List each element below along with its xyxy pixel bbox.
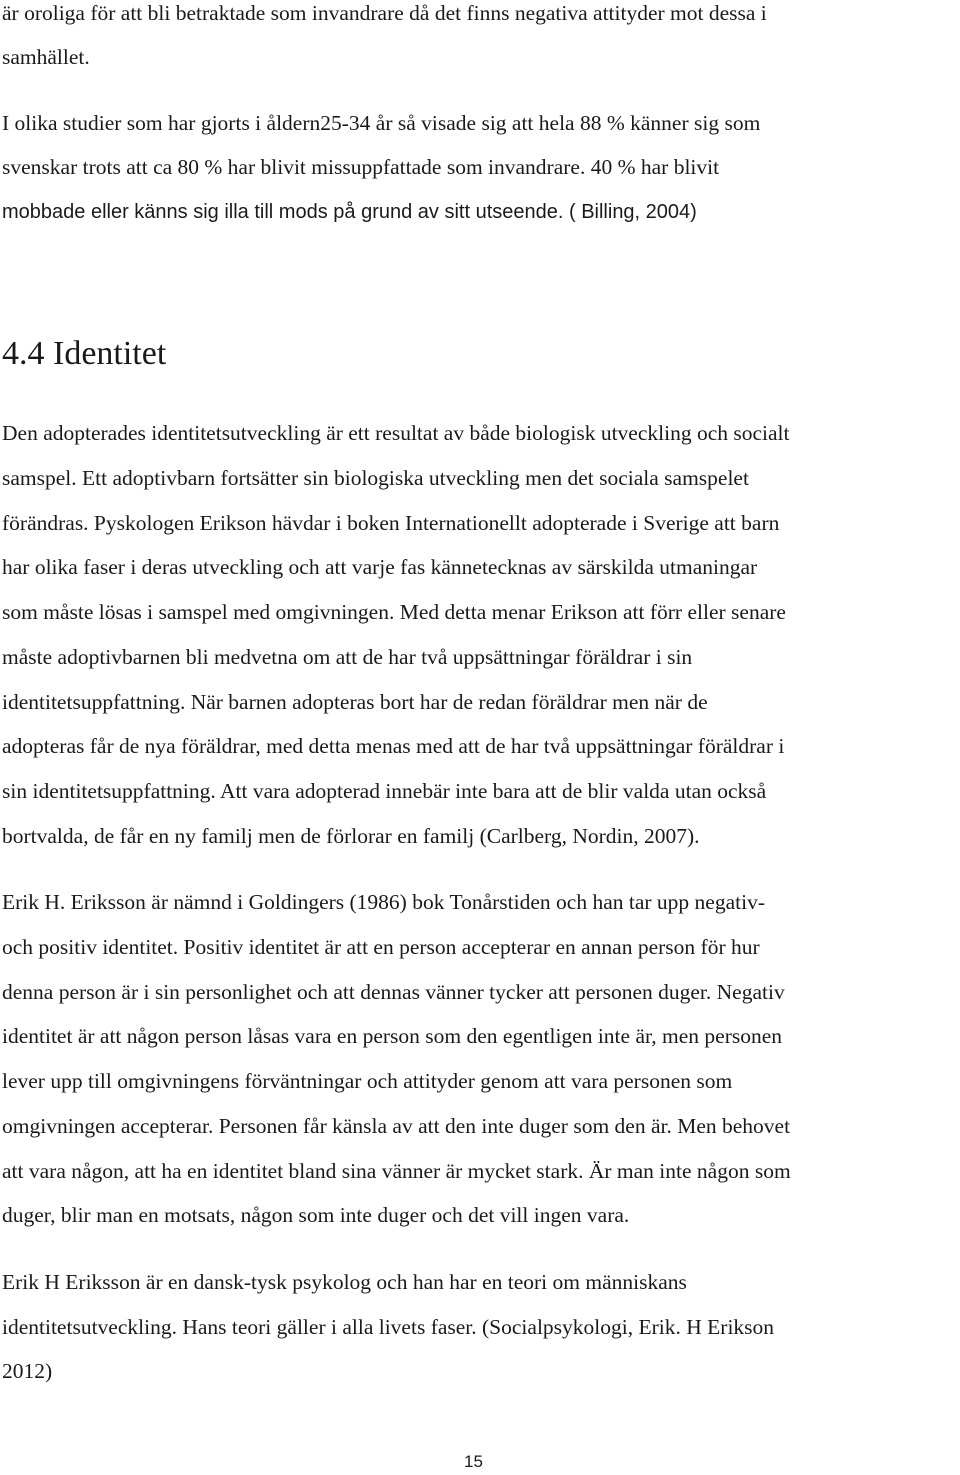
text-line: identitetsutveckling. Hans teori gäller i alla livets faser. (Socialpsykologi, Erik. H Erikson	[2, 1315, 775, 1339]
text-line: I olika studier som har gjorts i åldern25-34 år så visade sig att hela 88 % känner sig som	[2, 111, 761, 135]
text-line: denna person är i sin personlighet och att dennas vänner tycker att personen duger. Negativ	[2, 980, 785, 1004]
text-line: mobbade eller känns sig illa till mods på grund av sitt utseende. ( Billing, 2004)	[2, 201, 697, 223]
text-line: omgivningen accepterar. Personen får känsla av att den inte duger som den är. Men behovet	[2, 1114, 791, 1138]
text-line: Erik H Eriksson är en dansk-tysk psykolog och han har en teori om människans	[2, 1270, 687, 1294]
text-line: samspel. Ett adoptivbarn fortsätter sin biologiska utveckling men det sociala samspelet	[2, 466, 749, 490]
text-line: samhället.	[2, 45, 90, 69]
text-line: identitetsuppfattning. När barnen adopteras bort har de redan föräldrar men när de	[2, 690, 708, 714]
text-line: identitet är att någon person låsas vara en person som den egentligen inte är, men personen	[2, 1024, 783, 1048]
text-line: förändras. Pyskologen Erikson hävdar i boken Internationellt adopterade i Sverige att barn	[2, 511, 780, 535]
text-line: bortvalda, de får en ny familj men de förlorar en familj (Carlberg, Nordin, 2007).	[2, 824, 700, 848]
text-line: att vara någon, att ha en identitet bland sina vänner är mycket stark. Är man inte någon som	[2, 1159, 791, 1183]
text-line: sin identitetsuppfattning. Att vara adopterad innebär inte bara att de blir valda utan också	[2, 779, 767, 803]
text-line: svenskar trots att ca 80 % har blivit missuppfattade som invandrare. 40 % har blivit	[2, 155, 720, 179]
page-number: 15	[464, 1452, 483, 1471]
text-line: duger, blir man en motsats, någon som inte duger och det vill ingen vara.	[2, 1203, 630, 1227]
section-heading: 4.4 Identitet	[2, 335, 167, 372]
text-line: Erik H. Eriksson är nämnd i Goldingers (1986) bok Tonårstiden och han tar upp negativ-	[2, 890, 765, 914]
text-line: har olika faser i deras utveckling och att varje fas kännetecknas av särskilda utmaningar	[2, 555, 758, 579]
text-line: lever upp till omgivningens förväntningar och attityder genom att vara personen som	[2, 1069, 733, 1093]
text-line: adopteras får de nya föräldrar, med detta menas med att de har två uppsättningar föräldrar i	[2, 734, 785, 758]
text-line: 2012)	[2, 1359, 53, 1383]
text-line: och positiv identitet. Positiv identitet är att en person accepterar en annan person för hur	[2, 935, 760, 959]
text-line: är oroliga för att bli betraktade som invandrare då det finns negativa attityder mot dessa i	[2, 1, 767, 25]
text-line: Den adopterades identitetsutveckling är ett resultat av både biologisk utveckling och socialt	[2, 421, 790, 445]
text-line: som måste lösas i samspel med omgivningen. Med detta menar Erikson att förr eller senare	[2, 600, 786, 624]
text-line: måste adoptivbarnen bli medvetna om att de har två uppsättningar föräldrar i sin	[2, 645, 693, 669]
